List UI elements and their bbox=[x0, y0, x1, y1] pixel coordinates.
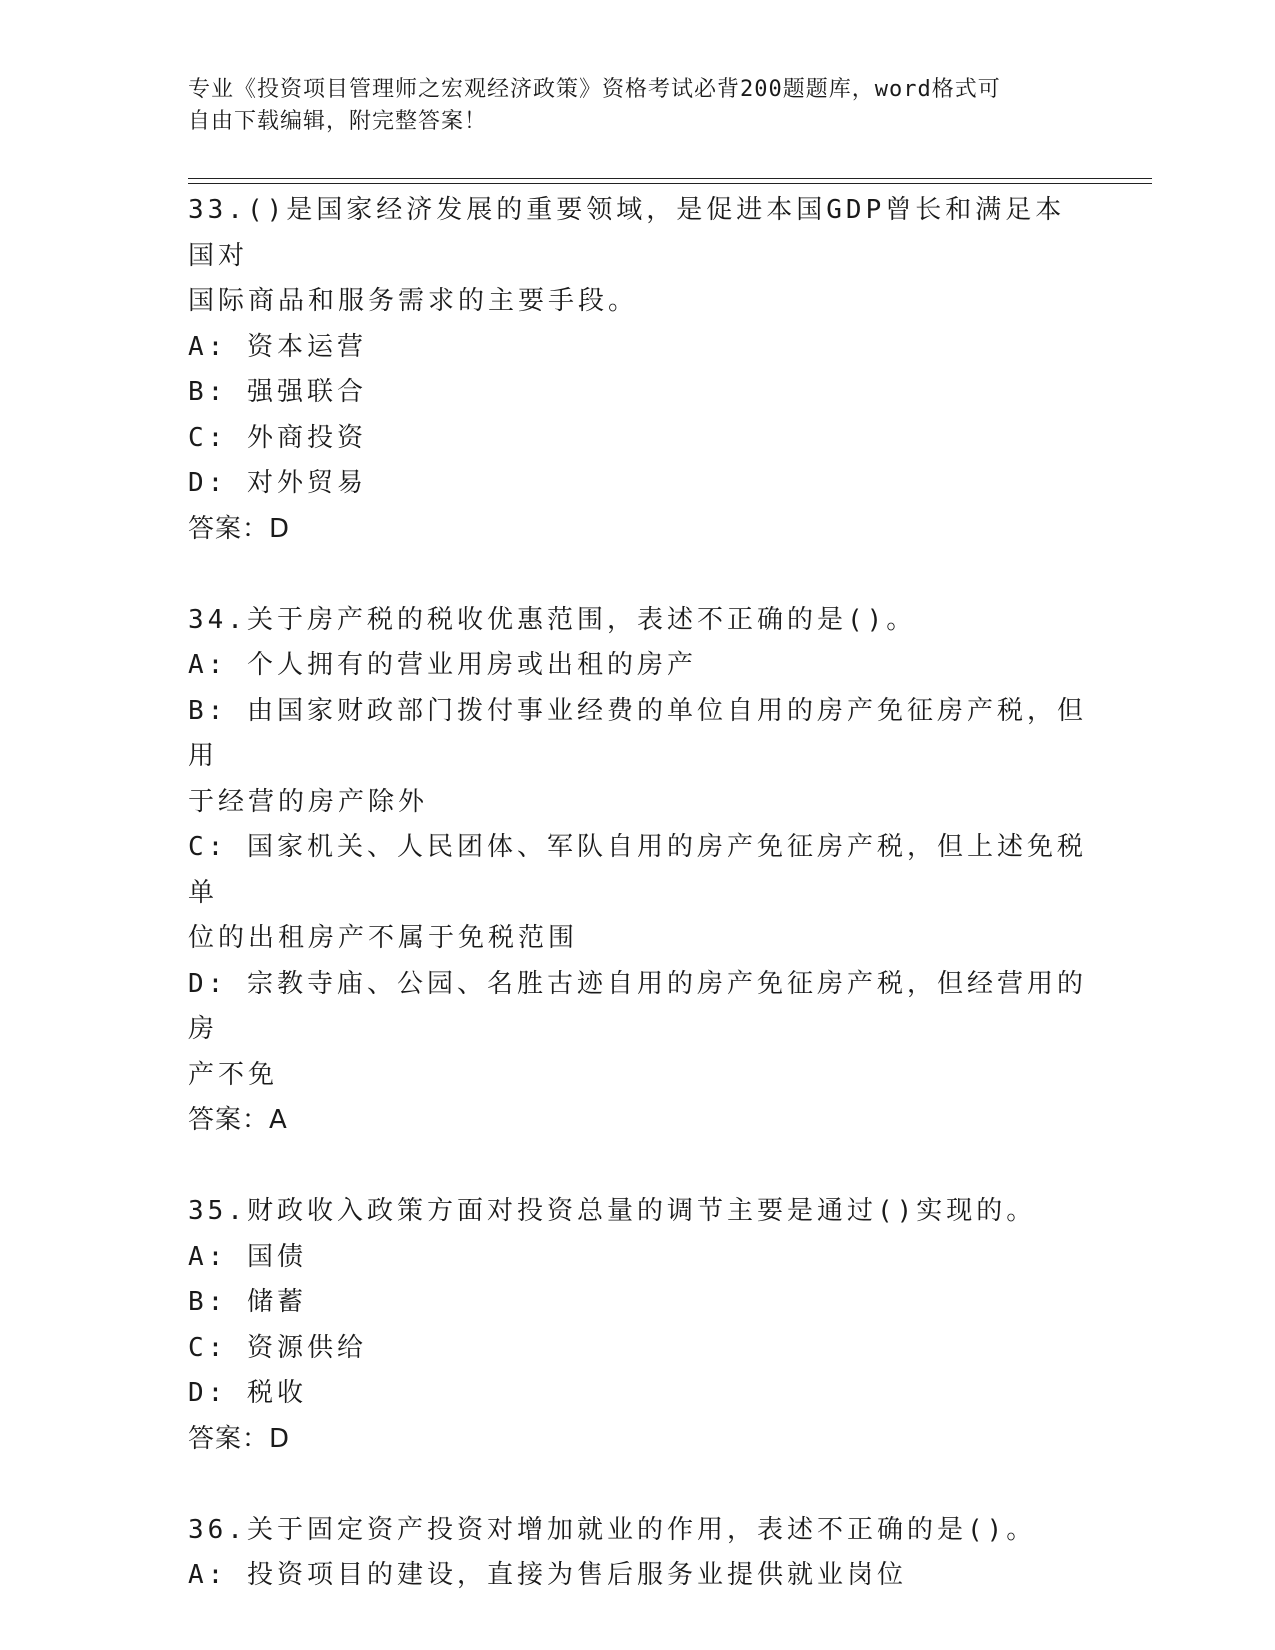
question-stem: 35.财政收入政策方面对投资总量的调节主要是通过()实现的。 bbox=[188, 1196, 1037, 1226]
option-d: D: 宗教寺庙、公园、名胜古迹自用的房产免征房产税，但经营用的房 bbox=[188, 968, 1087, 1044]
document-intro bbox=[188, 74, 1068, 138]
question-33 bbox=[188, 188, 1088, 552]
option-d: D: 对外贸易 bbox=[188, 468, 367, 498]
option-b: B: 由国家财政部门拨付事业经费的单位自用的房产免征房产税，但用 bbox=[188, 695, 1087, 771]
question-stem: 36.关于固定资产投资对增加就业的作用，表述不正确的是()。 bbox=[188, 1514, 1037, 1545]
intro-line-2: 自由下载编辑，附完整答案！ bbox=[188, 109, 488, 134]
option-a: A: 投资项目的建设，直接为售后服务业提供就业岗位 bbox=[188, 1560, 907, 1590]
spacer bbox=[188, 1144, 1088, 1190]
option-a: A: 个人拥有的营业用房或出租的房产 bbox=[188, 650, 697, 680]
option-b: B: 强强联合 bbox=[188, 377, 367, 407]
header-divider-top bbox=[188, 178, 1152, 179]
answer-line: 答案：D bbox=[188, 513, 291, 544]
option-c: C: 国家机关、人民团体、军队自用的房产免征房产税，但上述免税单 bbox=[188, 832, 1087, 908]
intro-line-1: 专业《投资项目管理师之宏观经济政策》资格考试必背200题题库，word格式可 bbox=[188, 77, 1001, 102]
option-b: B: 储蓄 bbox=[188, 1287, 307, 1317]
option-a: A: 资本运营 bbox=[188, 331, 367, 362]
question-35 bbox=[188, 1189, 1088, 1462]
question-stem: 34.关于房产税的税收优惠范围，表述不正确的是()。 bbox=[188, 604, 917, 635]
option-c: C: 资源供给 bbox=[188, 1332, 367, 1363]
question-stem: 国际商品和服务需求的主要手段。 bbox=[188, 286, 639, 316]
question-34 bbox=[188, 598, 1088, 1144]
option-c: C: 外商投资 bbox=[188, 422, 367, 453]
spacer bbox=[188, 1462, 1088, 1508]
option-d: D: 税收 bbox=[188, 1378, 307, 1408]
option-c-continued: 位的出租房产不属于免税范围 bbox=[188, 923, 579, 953]
option-b-continued: 于经营的房产除外 bbox=[188, 786, 429, 817]
question-36 bbox=[188, 1508, 1088, 1599]
option-a: A: 国债 bbox=[188, 1241, 307, 1272]
header-divider-bottom bbox=[188, 183, 1152, 184]
question-stem: 33.()是国家经济发展的重要领域，是促进本国GDP曾长和满足本国对 bbox=[188, 195, 1066, 271]
option-d-continued: 产不免 bbox=[188, 1059, 279, 1090]
answer-line: 答案：D bbox=[188, 1423, 291, 1454]
answer-line: 答案：A bbox=[188, 1105, 288, 1135]
question-list bbox=[188, 188, 1088, 1599]
spacer bbox=[188, 552, 1088, 598]
